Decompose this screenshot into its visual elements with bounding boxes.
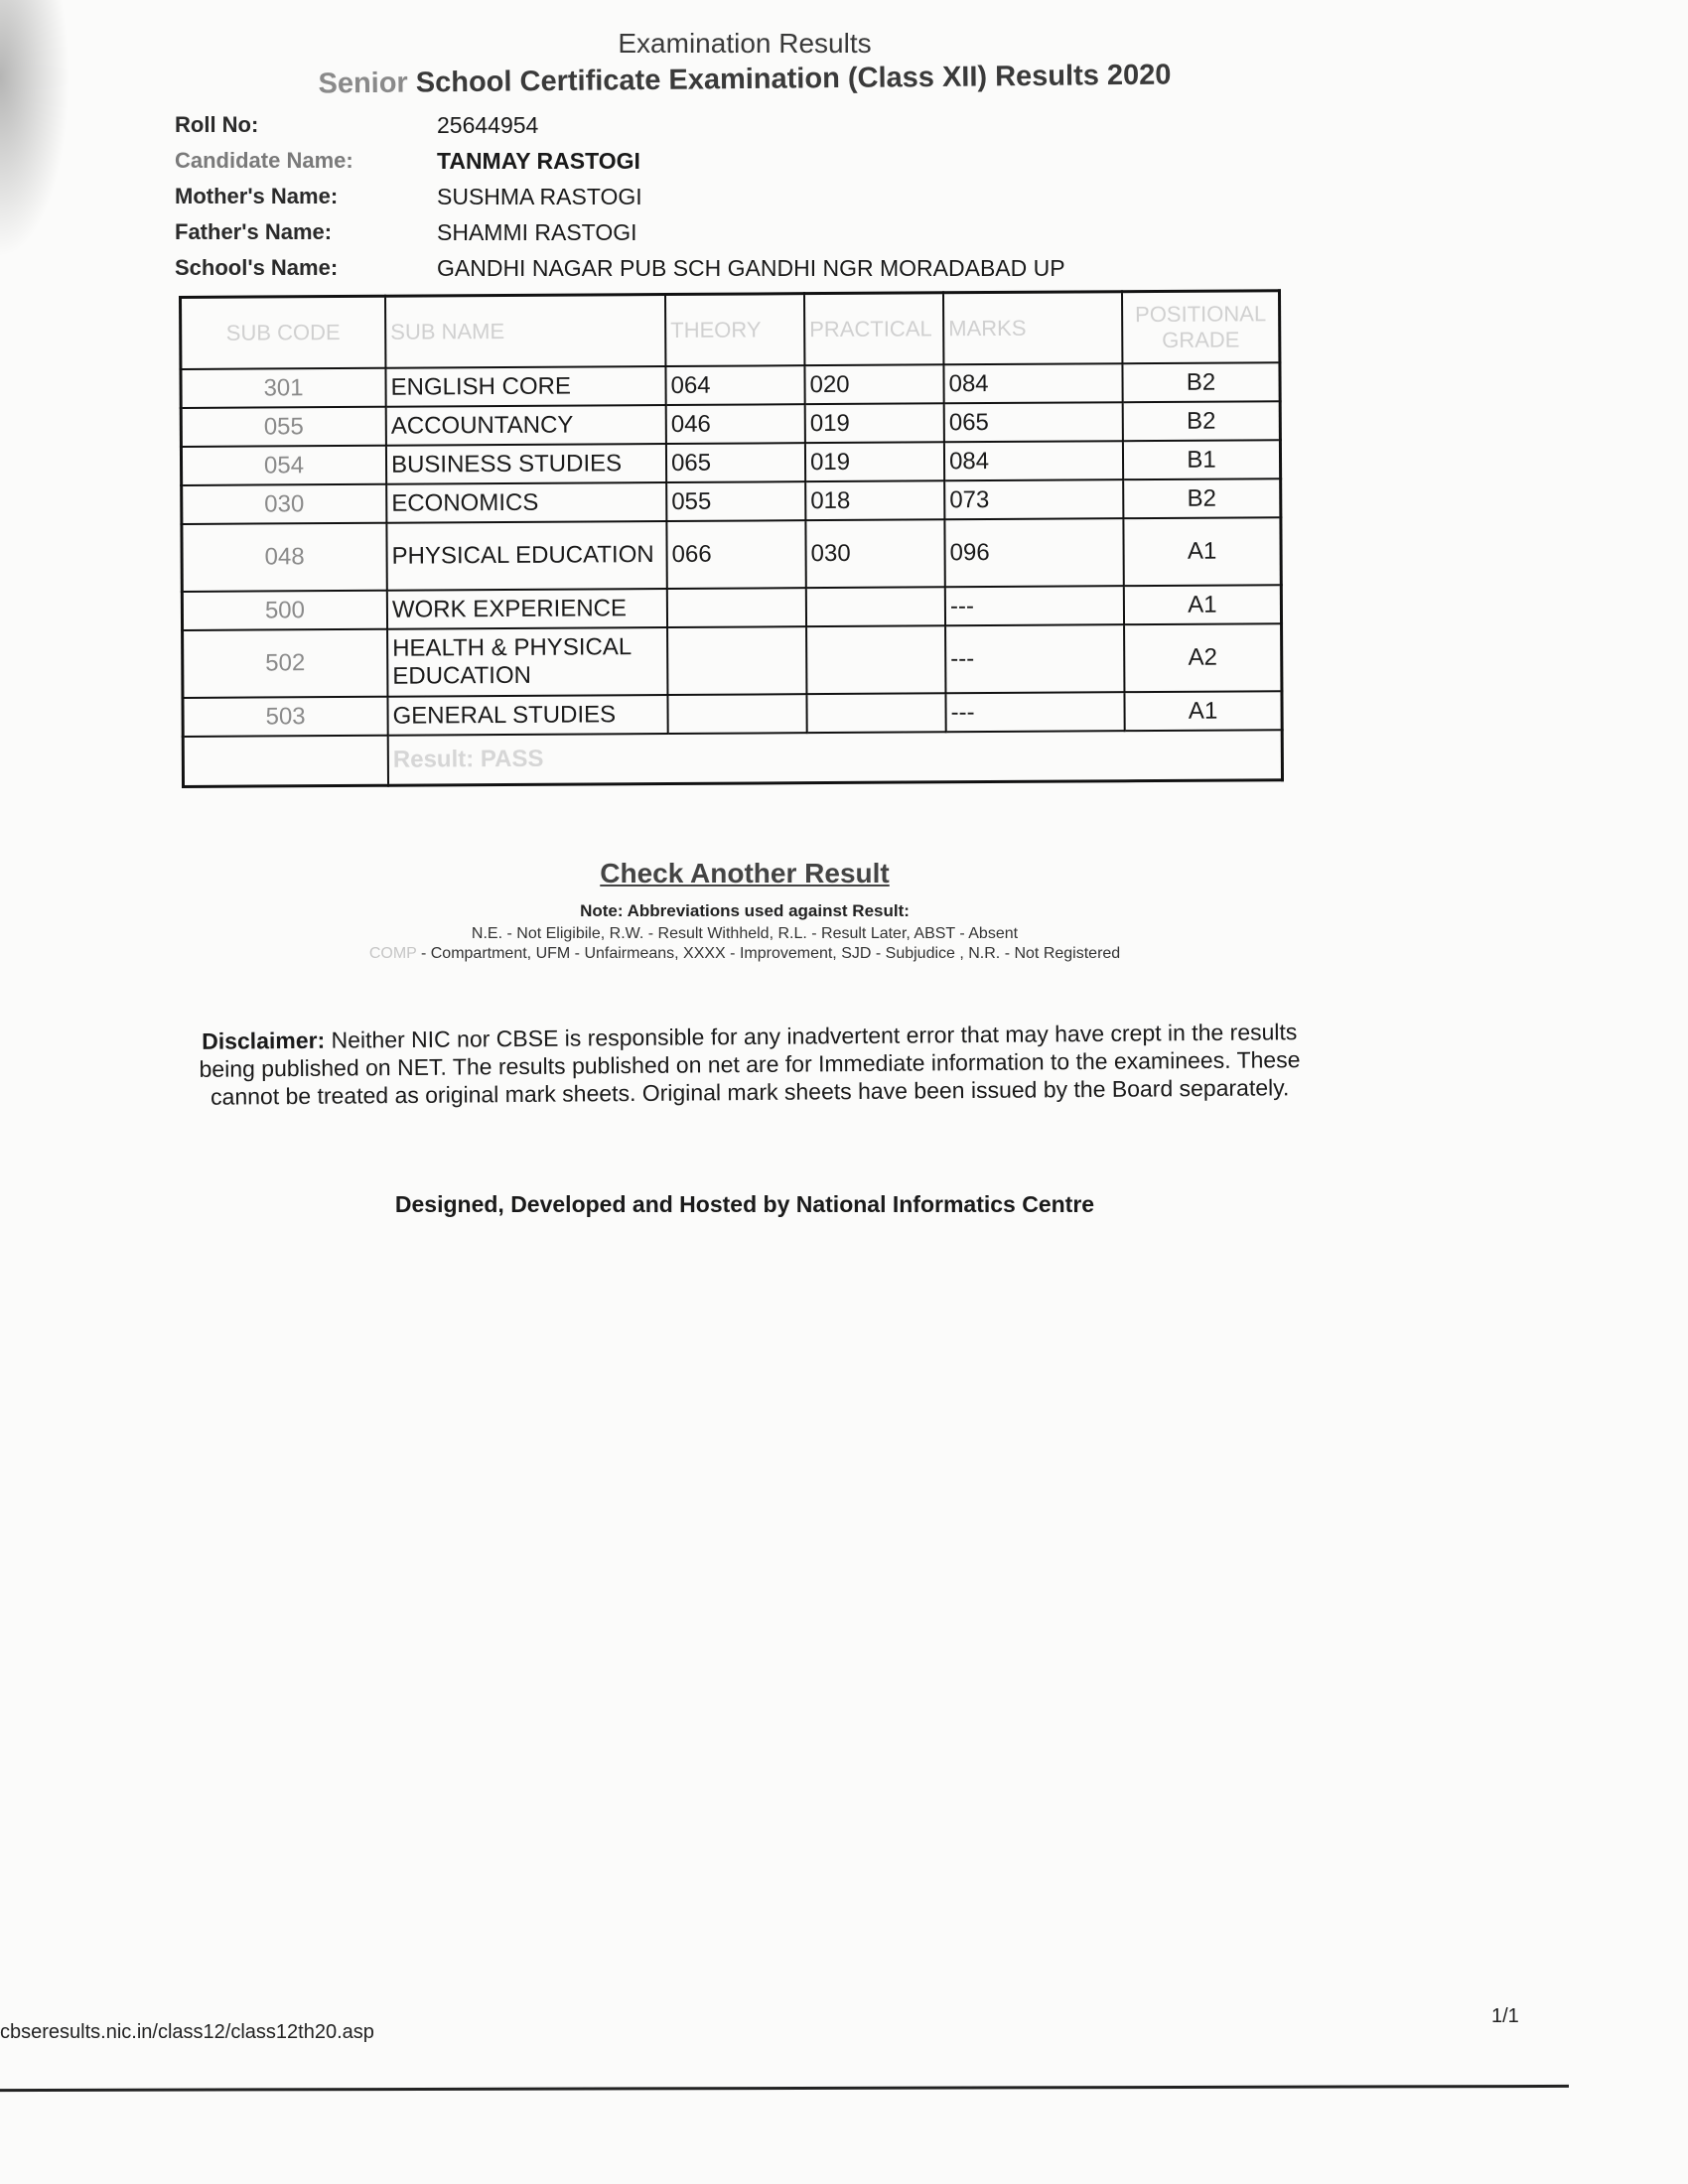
positional-grade: A1 [1123, 517, 1281, 586]
page-header [0, 28, 1489, 100]
total-marks: --- [945, 586, 1124, 625]
total-marks: --- [945, 624, 1124, 693]
header-theory: THEORY [665, 294, 804, 366]
check-another-section [0, 858, 1489, 889]
table-row [183, 691, 1282, 737]
table-row [182, 478, 1281, 524]
theory-marks [667, 588, 806, 627]
sub-name: GENERAL STUDIES [387, 695, 667, 736]
sub-code: 054 [181, 446, 386, 485]
subtitle-prefix: Senior [318, 67, 408, 100]
practical-marks [806, 625, 945, 694]
bottom-rule [0, 2085, 1569, 2092]
sub-name: HEALTH & PHYSICAL EDUCATION [387, 627, 667, 697]
sub-name: ENGLISH CORE [385, 366, 665, 407]
candidate-name-value: TANMAY RASTOGI [437, 147, 640, 174]
page-number: 1/1 [1491, 2005, 1519, 2027]
practical-marks: 020 [804, 364, 943, 404]
total-marks: 096 [944, 518, 1123, 587]
theory-marks: 046 [666, 404, 805, 444]
sub-name: PHYSICAL EDUCATION [386, 521, 666, 591]
theory-marks: 066 [666, 520, 805, 589]
page-title: Examination Results [618, 28, 872, 59]
sub-code: 301 [181, 368, 386, 408]
candidate-info [175, 107, 1065, 286]
total-marks: 073 [944, 479, 1123, 519]
total-marks: 084 [944, 441, 1123, 480]
theory-marks: 055 [666, 481, 805, 521]
header-marks: MARKS [943, 292, 1122, 365]
footer-credit: Designed, Developed and Hosted by National Informatics Centre [394, 1191, 1095, 1217]
father-name-row [175, 214, 1065, 250]
disclaimer [189, 1018, 1312, 1111]
practical-marks: 018 [805, 480, 944, 520]
roll-value: 25644954 [437, 111, 539, 138]
note-line-2-prefix: COMP [368, 945, 417, 962]
theory-marks [667, 626, 806, 695]
result-row [183, 730, 1282, 786]
roll-label: Roll No: [175, 112, 259, 137]
positional-grade: A2 [1124, 623, 1282, 692]
mother-name-row [175, 179, 1065, 214]
note-line-2-rest: - Compartment, UFM - Unfairmeans, XXXX - Improvement, SJD - Subjudice , N.R. - Not Registered [416, 945, 1121, 962]
theory-marks [667, 694, 806, 734]
mother-name-label: Mother's Name: [175, 184, 339, 208]
theory-marks: 064 [665, 365, 804, 405]
candidate-name-row [175, 143, 1065, 179]
total-marks: --- [945, 692, 1124, 732]
page-url: cbseresults.nic.in/class12/class12th20.asp [0, 2021, 374, 2043]
school-name-value: GANDHI NAGAR PUB SCH GANDHI NGR MORADABAD UP [437, 254, 1065, 281]
sub-code: 503 [183, 697, 388, 737]
positional-grade: B2 [1122, 362, 1280, 402]
candidate-name-label: Candidate Name: [175, 148, 353, 173]
results-table [179, 289, 1284, 788]
positional-grade: B1 [1123, 440, 1281, 479]
header-positional-grade: POSITIONAL GRADE [1122, 291, 1280, 363]
father-name-value: SHAMMI RASTOGI [437, 218, 637, 245]
practical-marks [806, 587, 945, 626]
sub-name: ECONOMICS [386, 482, 666, 523]
sub-name: ACCOUNTANCY [386, 405, 666, 446]
practical-marks: 030 [805, 519, 944, 588]
table-row [181, 362, 1280, 408]
positional-grade: B2 [1123, 401, 1281, 441]
table-row [182, 585, 1281, 630]
note-title: Note: Abbreviations used against Result: [580, 901, 910, 920]
table-row [181, 401, 1280, 447]
sub-code: 030 [182, 484, 387, 524]
father-name-label: Father's Name: [175, 219, 333, 244]
disclaimer-label: Disclaimer: [202, 1026, 326, 1054]
header-sub-code: SUB CODE [181, 296, 386, 369]
subtitle-rest: School Certificate Examination (Class XII) Results 2020 [407, 59, 1172, 99]
school-name-row [175, 250, 1065, 286]
header-practical: PRACTICAL [804, 293, 943, 365]
table-header-row [181, 291, 1280, 369]
result-status: Result: PASS [388, 730, 1283, 785]
abbreviation-notes [0, 901, 1489, 965]
practical-marks: 019 [805, 442, 944, 481]
mother-name-value: SUSHMA RASTOGI [437, 183, 642, 209]
table-row [182, 517, 1281, 592]
table-row [183, 623, 1282, 698]
practical-marks [806, 693, 945, 733]
school-name-label: School's Name: [175, 255, 339, 280]
header-sub-name: SUB NAME [385, 295, 665, 368]
note-line-2 [0, 945, 1489, 963]
total-marks: 065 [944, 402, 1123, 442]
positional-grade: B2 [1123, 478, 1281, 518]
sub-code: 055 [181, 407, 386, 447]
table-row [181, 440, 1280, 485]
result-row-spacer [183, 736, 388, 787]
theory-marks: 065 [666, 443, 805, 482]
total-marks: 084 [943, 363, 1122, 403]
check-another-result-link[interactable]: Check Another Result [600, 858, 890, 888]
page-subtitle [0, 56, 1489, 104]
sub-code: 500 [182, 591, 387, 630]
sub-name: WORK EXPERIENCE [387, 589, 667, 629]
disclaimer-text: Neither NIC nor CBSE is responsible for any inadvertent error that may have crept in the results being published on NET. The results published on net are for Immediate information to the examinees. These cannot be treated as original mark sheets. Original mark sheets have been issued by the Board separately. [199, 1019, 1301, 1110]
practical-marks: 019 [805, 403, 944, 443]
positional-grade: A1 [1124, 585, 1282, 624]
roll-row [175, 107, 1065, 143]
sub-code: 048 [182, 523, 387, 592]
positional-grade: A1 [1124, 691, 1282, 731]
note-line-1: N.E. - Not Eligibile, R.W. - Result Withheld, R.L. - Result Later, ABST - Absent [471, 925, 1019, 942]
sub-name: BUSINESS STUDIES [386, 444, 666, 484]
sub-code: 502 [183, 629, 388, 698]
